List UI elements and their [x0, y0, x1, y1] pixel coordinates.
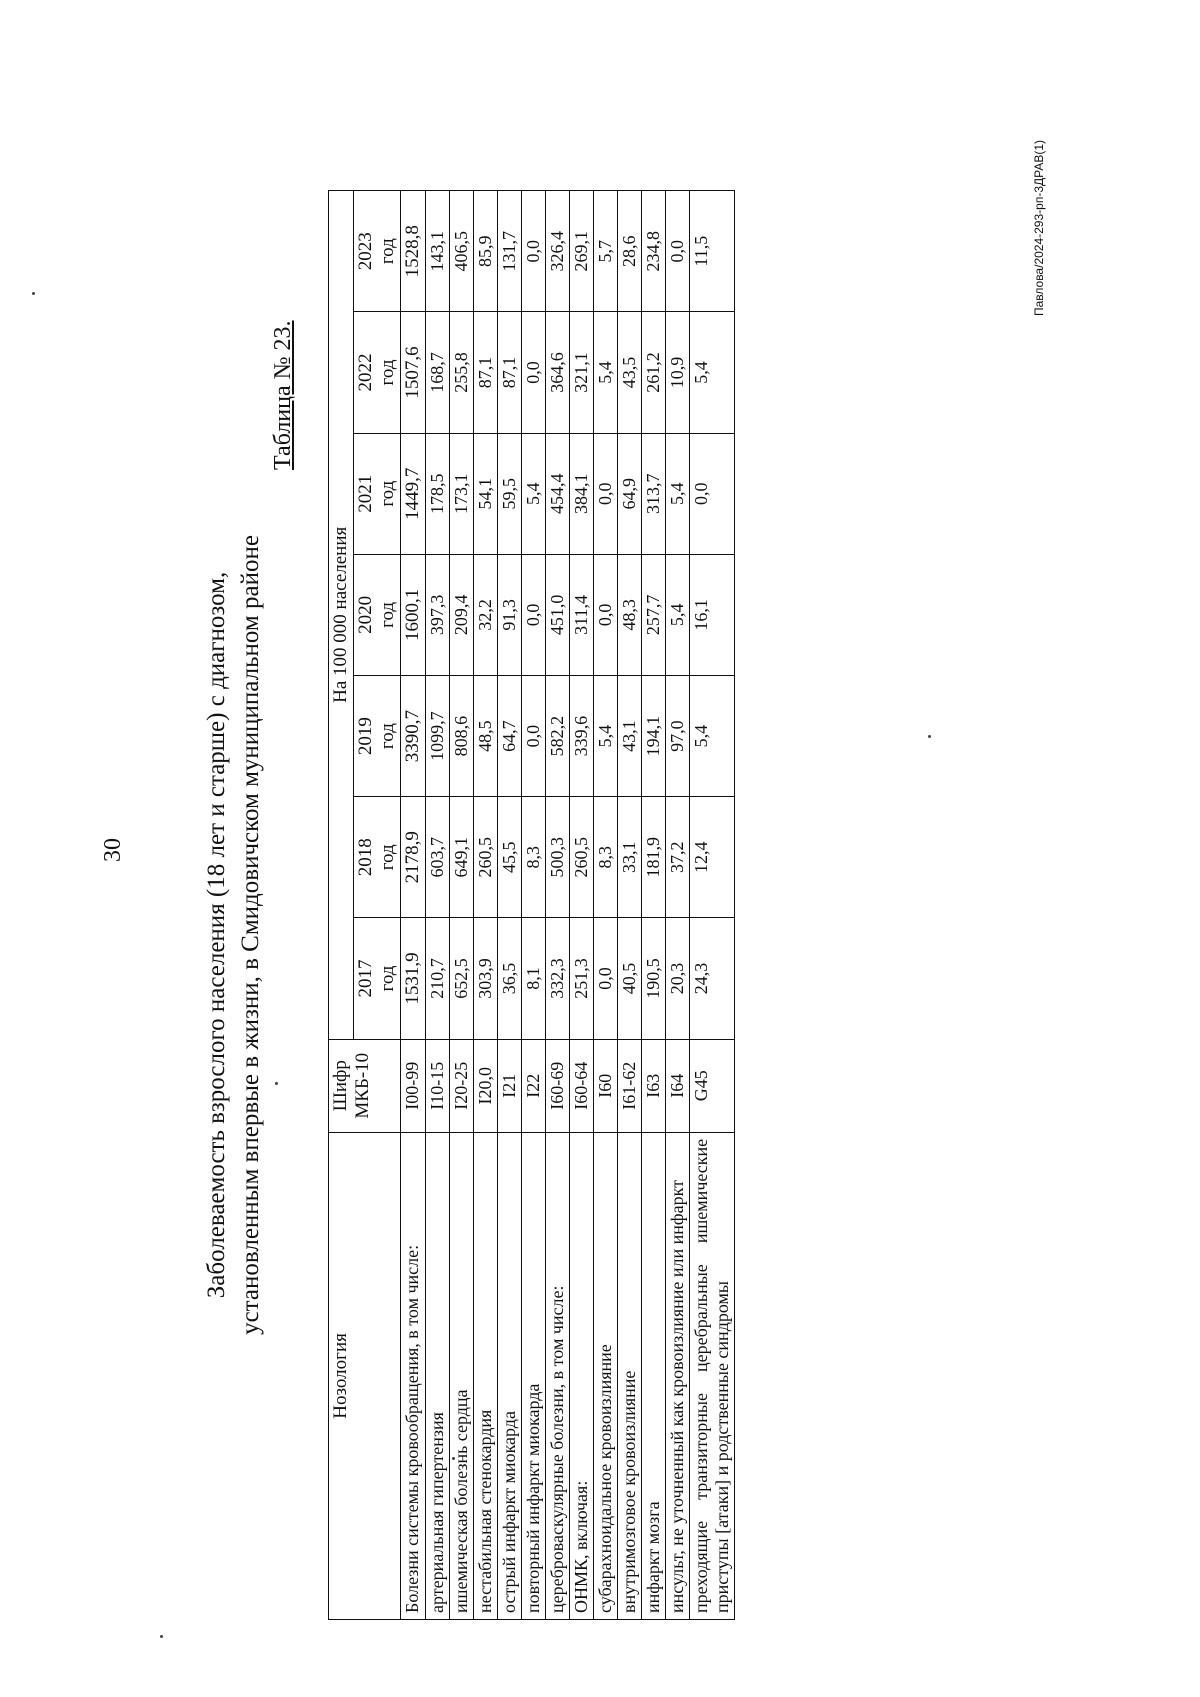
- value-cell-2019: 5,4: [690, 675, 735, 796]
- value-cell-2020: 5,4: [666, 554, 690, 675]
- year-label: 2017: [355, 959, 376, 998]
- value-cell-2019: 194,1: [642, 675, 666, 796]
- value-cell-2017: 8,1: [522, 918, 546, 1039]
- year-suffix: год: [377, 238, 398, 265]
- value-cell-2020: 257,7: [642, 554, 666, 675]
- value-cell-2018: 603,7: [426, 797, 450, 918]
- value-cell-2019: 0,0: [522, 675, 546, 796]
- value-cell-2021: 0,0: [690, 433, 735, 554]
- value-cell-2018: 2178,9: [401, 797, 426, 918]
- value-cell-2021: 54,1: [474, 433, 498, 554]
- value-cell-2022: 364,6: [546, 312, 570, 433]
- value-cell-2018: 8,3: [522, 797, 546, 918]
- nosology-cell: инсульт, не уточненный как кровоизлияние или инфаркт: [666, 1132, 690, 1619]
- nosology-cell: ишемическая болезнь сердца: [450, 1132, 474, 1619]
- icd-code-cell: I60-64: [570, 1039, 594, 1132]
- value-cell-2021: 454,4: [546, 433, 570, 554]
- value-cell-2018: 8,3: [594, 797, 618, 918]
- document-title: [200, 380, 268, 1490]
- table-row: [546, 191, 570, 1620]
- header-code: Шифр МКБ-10: [329, 1039, 401, 1132]
- table-row: [498, 191, 522, 1620]
- icd-code-cell: I60-69: [546, 1039, 570, 1132]
- nosology-cell: острый инфаркт миокарда: [498, 1132, 522, 1619]
- table-row: [522, 191, 546, 1620]
- value-cell-2017: 36,5: [498, 918, 522, 1039]
- header-per-100000: На 100 000 населения: [329, 191, 354, 1040]
- year-suffix: год: [377, 723, 398, 750]
- value-cell-2017: 303,9: [474, 918, 498, 1039]
- value-cell-2017: 251,3: [570, 918, 594, 1039]
- value-cell-2022: 321,1: [570, 312, 594, 433]
- nosology-cell: преходящие транзиторные церебральные ишемические приступы [атаки] и родственные синдромы: [690, 1132, 735, 1619]
- value-cell-2020: 209,4: [450, 554, 474, 675]
- value-cell-2017: 20,3: [666, 918, 690, 1039]
- value-cell-2021: 384,1: [570, 433, 594, 554]
- year-suffix: год: [377, 480, 398, 507]
- icd-code-cell: I64: [666, 1039, 690, 1132]
- header-year-2023: [354, 191, 401, 312]
- nosology-cell: Болезни системы кровообращения, в том числе:: [401, 1132, 426, 1619]
- value-cell-2020: 16,1: [690, 554, 735, 675]
- value-cell-2022: 5,4: [594, 312, 618, 433]
- table-row: [474, 191, 498, 1620]
- table-row: [450, 191, 474, 1620]
- value-cell-2017: 210,7: [426, 918, 450, 1039]
- value-cell-2017: 40,5: [618, 918, 642, 1039]
- value-cell-2017: 332,3: [546, 918, 570, 1039]
- value-cell-2019: 339,6: [570, 675, 594, 796]
- value-cell-2019: 808,6: [450, 675, 474, 796]
- value-cell-2021: 59,5: [498, 433, 522, 554]
- value-cell-2019: 5,4: [594, 675, 618, 796]
- icd-code-cell: I63: [642, 1039, 666, 1132]
- icd-code-cell: I20,0: [474, 1039, 498, 1132]
- header-nosology: Нозология: [329, 1132, 401, 1619]
- table-row: [594, 191, 618, 1620]
- value-cell-2022: 10,9: [666, 312, 690, 433]
- table-header: [329, 191, 401, 1620]
- value-cell-2021: 0,0: [594, 433, 618, 554]
- value-cell-2018: 181,9: [642, 797, 666, 918]
- year-label: 2023: [355, 232, 376, 271]
- year-suffix: год: [377, 965, 398, 992]
- value-cell-2020: 0,0: [522, 554, 546, 675]
- value-cell-2023: 1528,8: [401, 191, 426, 312]
- value-cell-2022: 87,1: [474, 312, 498, 433]
- title-line-2: установленным впервые в жизни, в Смидовичском муниципальном районе: [237, 535, 264, 1335]
- value-cell-2018: 45,5: [498, 797, 522, 918]
- rotated-page-content: [100, 80, 1100, 1620]
- value-cell-2023: 28,6: [618, 191, 642, 312]
- value-cell-2017: 190,5: [642, 918, 666, 1039]
- icd-code-cell: I20-25: [450, 1039, 474, 1132]
- value-cell-2017: 0,0: [594, 918, 618, 1039]
- value-cell-2022: 43,5: [618, 312, 642, 433]
- year-label: 2022: [355, 353, 376, 392]
- table-row: [666, 191, 690, 1620]
- value-cell-2023: 5,7: [594, 191, 618, 312]
- value-cell-2021: 1449,7: [401, 433, 426, 554]
- value-cell-2023: 0,0: [522, 191, 546, 312]
- icd-code-cell: I22: [522, 1039, 546, 1132]
- value-cell-2018: 500,3: [546, 797, 570, 918]
- value-cell-2017: 652,5: [450, 918, 474, 1039]
- table-label: Таблица № 23.: [270, 320, 296, 470]
- nosology-cell: ОНМК, включая:: [570, 1132, 594, 1619]
- morbidity-table: [328, 190, 735, 1620]
- year-suffix: год: [377, 359, 398, 386]
- nosology-cell: субарахноидальное кровоизлияние: [594, 1132, 618, 1619]
- value-cell-2020: 32,2: [474, 554, 498, 675]
- year-label: 2019: [355, 717, 376, 756]
- value-cell-2023: 234,8: [642, 191, 666, 312]
- value-cell-2020: 91,3: [498, 554, 522, 675]
- value-cell-2018: 649,1: [450, 797, 474, 918]
- value-cell-2018: 12,4: [690, 797, 735, 918]
- header-year-2021: [354, 433, 401, 554]
- value-cell-2019: 1099,7: [426, 675, 450, 796]
- year-suffix: год: [377, 601, 398, 628]
- value-cell-2019: 64,7: [498, 675, 522, 796]
- value-cell-2023: 11,5: [690, 191, 735, 312]
- scan-speck: [32, 292, 35, 295]
- value-cell-2020: 311,4: [570, 554, 594, 675]
- value-cell-2022: 0,0: [522, 312, 546, 433]
- value-cell-2020: 1600,1: [401, 554, 426, 675]
- title-line-1: Заболеваемость взрослого населения (18 лет и старше) с диагнозом,: [203, 571, 230, 1299]
- nosology-cell: цереброваскулярные болезни, в том числе:: [546, 1132, 570, 1619]
- header-year-2019: [354, 675, 401, 796]
- scan-speck: [160, 1635, 163, 1638]
- value-cell-2020: 451,0: [546, 554, 570, 675]
- nosology-cell: внутримозговое кровоизлияние: [618, 1132, 642, 1619]
- header-year-2017: [354, 918, 401, 1039]
- value-cell-2019: 43,1: [618, 675, 642, 796]
- icd-code-cell: I61-62: [618, 1039, 642, 1132]
- value-cell-2022: 5,4: [690, 312, 735, 433]
- value-cell-2022: 168,7: [426, 312, 450, 433]
- table-row: [690, 191, 735, 1620]
- value-cell-2021: 313,7: [642, 433, 666, 554]
- header-year-2022: [354, 312, 401, 433]
- table-body: [401, 191, 735, 1620]
- nosology-cell: нестабильная стенокардия: [474, 1132, 498, 1619]
- value-cell-2019: 3390,7: [401, 675, 426, 796]
- nosology-cell: повторный инфаркт миокарда: [522, 1132, 546, 1619]
- table-row: [570, 191, 594, 1620]
- value-cell-2020: 48,3: [618, 554, 642, 675]
- value-cell-2023: 406,5: [450, 191, 474, 312]
- value-cell-2018: 33,1: [618, 797, 642, 918]
- value-cell-2021: 5,4: [666, 433, 690, 554]
- table-row: [426, 191, 450, 1620]
- value-cell-2022: 87,1: [498, 312, 522, 433]
- year-suffix: год: [377, 844, 398, 871]
- icd-code-cell: G45: [690, 1039, 735, 1132]
- value-cell-2022: 261,2: [642, 312, 666, 433]
- value-cell-2018: 260,5: [570, 797, 594, 918]
- value-cell-2023: 0,0: [666, 191, 690, 312]
- value-cell-2018: 260,5: [474, 797, 498, 918]
- value-cell-2021: 5,4: [522, 433, 546, 554]
- icd-code-cell: I21: [498, 1039, 522, 1132]
- value-cell-2023: 85,9: [474, 191, 498, 312]
- value-cell-2021: 173,1: [450, 433, 474, 554]
- value-cell-2020: 0,0: [594, 554, 618, 675]
- value-cell-2018: 37,2: [666, 797, 690, 918]
- nosology-cell: инфаркт мозга: [642, 1132, 666, 1619]
- icd-code-cell: I10-15: [426, 1039, 450, 1132]
- value-cell-2023: 131,7: [498, 191, 522, 312]
- table-row: [642, 191, 666, 1620]
- value-cell-2019: 582,2: [546, 675, 570, 796]
- value-cell-2017: 1531,9: [401, 918, 426, 1039]
- header-year-2018: [354, 797, 401, 918]
- value-cell-2023: 143,1: [426, 191, 450, 312]
- icd-code-cell: I60: [594, 1039, 618, 1132]
- value-cell-2021: 64,9: [618, 433, 642, 554]
- document-id: Павлова/2024-293-рп-3ДРАВ(1): [1032, 140, 1046, 317]
- value-cell-2020: 397,3: [426, 554, 450, 675]
- icd-code-cell: I00-99: [401, 1039, 426, 1132]
- table-row: [618, 191, 642, 1620]
- page-number: 30: [100, 838, 126, 862]
- value-cell-2023: 326,4: [546, 191, 570, 312]
- table-row: [401, 191, 426, 1620]
- year-label: 2020: [355, 595, 376, 634]
- value-cell-2017: 24,3: [690, 918, 735, 1039]
- value-cell-2022: 1507,6: [401, 312, 426, 433]
- header-year-2020: [354, 554, 401, 675]
- year-label: 2021: [355, 474, 376, 513]
- value-cell-2019: 97,0: [666, 675, 690, 796]
- value-cell-2021: 178,5: [426, 433, 450, 554]
- year-label: 2018: [355, 838, 376, 877]
- nosology-cell: артериальная гипертензия: [426, 1132, 450, 1619]
- value-cell-2022: 255,8: [450, 312, 474, 433]
- value-cell-2023: 269,1: [570, 191, 594, 312]
- value-cell-2019: 48,5: [474, 675, 498, 796]
